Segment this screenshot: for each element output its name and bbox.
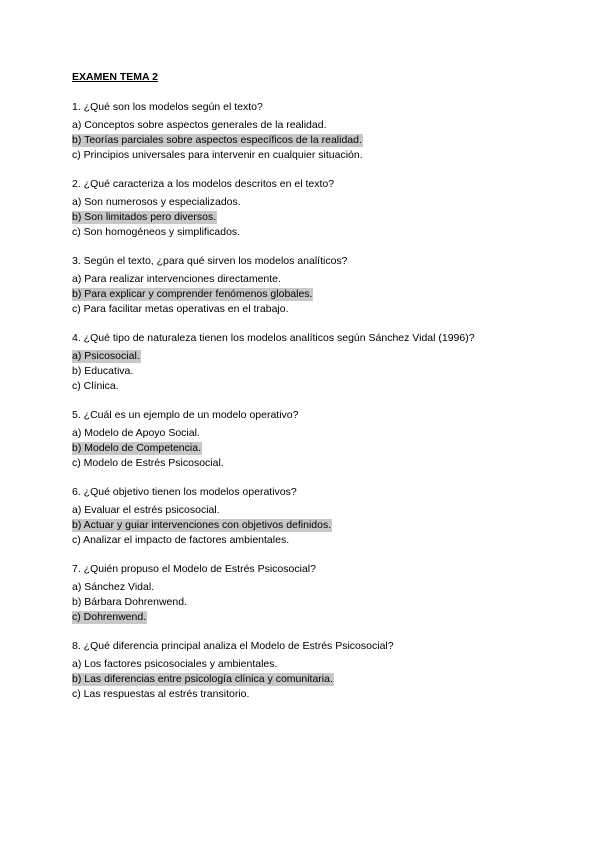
answer-option-b-highlighted: b) Modelo de Competencia. (72, 442, 201, 454)
answer-option-b-highlighted: b) Actuar y guiar intervenciones con objetivos definidos. (72, 519, 332, 531)
answer-option-c: c) Analizar el impacto de factores ambientales. (72, 534, 290, 546)
answer-option-a: a) Sánchez Vidal. (72, 581, 155, 593)
question-3 (72, 255, 542, 318)
answer-option-b: b) Bárbara Dohrenwend. (72, 596, 187, 608)
answer-option-b-highlighted: b) Son limitados pero diversos. (72, 211, 217, 223)
question-text: 6. ¿Qué objetivo tienen los modelos operativos? (72, 486, 297, 498)
answer-option-c-highlighted: c) Dohrenwend. (72, 611, 147, 623)
answer-option-a: a) Los factores psicosociales y ambientales. (72, 658, 278, 670)
answer-option-c: c) Para facilitar metas operativas en el trabajo. (72, 303, 289, 315)
exam-page (72, 71, 542, 717)
answer-option-a: a) Son numerosos y especializados. (72, 196, 241, 208)
question-5 (72, 409, 542, 472)
question-1 (72, 101, 542, 164)
answer-option-c: c) Modelo de Estrés Psicosocial. (72, 457, 224, 469)
question-text: 8. ¿Qué diferencia principal analiza el Modelo de Estrés Psicosocial? (72, 640, 394, 652)
answer-option-b-highlighted: b) Las diferencias entre psicología clínica y comunitaria. (72, 673, 333, 685)
answer-option-b-highlighted: b) Teorías parciales sobre aspectos específicos de la realidad. (72, 134, 362, 146)
answer-option-a: a) Conceptos sobre aspectos generales de la realidad. (72, 119, 327, 131)
answer-option-c: c) Las respuestas al estrés transitorio. (72, 688, 250, 700)
answer-option-a-highlighted: a) Psicosocial. (72, 350, 140, 362)
answer-option-a: a) Evaluar el estrés psicosocial. (72, 504, 220, 516)
question-2 (72, 178, 542, 241)
answer-option-c: c) Son homogéneos y simplificados. (72, 226, 241, 238)
question-6 (72, 486, 542, 549)
answer-option-c: c) Clínica. (72, 380, 119, 392)
answer-option-a: a) Para realizar intervenciones directamente. (72, 273, 281, 285)
answer-option-b-highlighted: b) Para explicar y comprender fenómenos globales. (72, 288, 313, 300)
answer-option-b: b) Educativa. (72, 365, 134, 377)
question-4 (72, 332, 542, 395)
exam-title: EXAMEN TEMA 2 (72, 71, 158, 83)
question-text: 1. ¿Qué son los modelos según el texto? (72, 101, 263, 113)
question-8 (72, 640, 542, 703)
answer-option-c: c) Principios universales para intervenir en cualquier situación. (72, 149, 363, 161)
question-text: 2. ¿Qué caracteriza a los modelos descritos en el texto? (72, 178, 335, 190)
question-text: 5. ¿Cuál es un ejemplo de un modelo operativo? (72, 409, 299, 421)
answer-option-a: a) Modelo de Apoyo Social. (72, 427, 200, 439)
question-text: 4. ¿Qué tipo de naturaleza tienen los modelos analíticos según Sánchez Vidal (1996)? (72, 332, 475, 344)
question-text: 7. ¿Quién propuso el Modelo de Estrés Psicosocial? (72, 563, 316, 575)
question-7 (72, 563, 542, 626)
question-text: 3. Según el texto, ¿para qué sirven los modelos analíticos? (72, 255, 348, 267)
